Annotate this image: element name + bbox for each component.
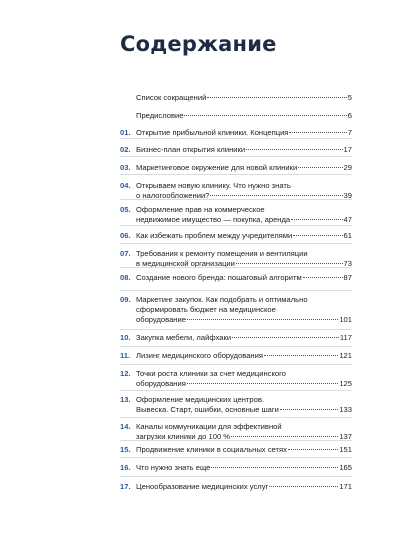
dot-leader xyxy=(303,277,343,278)
chapter-title xyxy=(136,145,352,155)
dot-leader xyxy=(246,149,342,150)
chapter-number: 05. xyxy=(120,205,131,214)
chapter-title-line: Лизинг медицинского оборудования xyxy=(136,351,263,360)
chapter-title-line: Создание нового бренда: пошаговый алгоритм xyxy=(136,273,302,282)
chapter-title-line: сформировать бюджет на медицинское xyxy=(136,305,276,314)
separator-line xyxy=(120,329,352,330)
separator-line xyxy=(120,364,352,365)
toc-entry[interactable] xyxy=(120,445,352,455)
toc-entry[interactable] xyxy=(120,295,352,325)
separator-line xyxy=(120,440,352,441)
chapter-title xyxy=(136,463,352,473)
chapter-title-line: Вывеска. Старт, ошибки, основные шаги xyxy=(136,405,279,414)
chapter-title-line: Предисловие xyxy=(136,111,184,120)
separator-line xyxy=(120,267,352,268)
chapter-number: 13. xyxy=(120,395,131,404)
chapter-title xyxy=(136,482,352,492)
chapter-title xyxy=(136,295,352,325)
chapter-title-line: Список сокращений xyxy=(136,93,207,102)
toc-entry[interactable] xyxy=(120,351,352,361)
page-number: 171 xyxy=(339,482,352,491)
page-number: 47 xyxy=(343,215,352,224)
chapter-number: 01. xyxy=(120,128,131,137)
page-number: 101 xyxy=(339,315,352,324)
chapter-number: 06. xyxy=(120,231,131,240)
chapter-title xyxy=(136,422,352,442)
dot-leader xyxy=(269,486,338,487)
chapter-title xyxy=(136,395,352,415)
page-number: 29 xyxy=(343,163,352,172)
separator-line xyxy=(120,199,352,200)
toc-entry[interactable] xyxy=(120,111,352,121)
chapter-title-line: Бизнес-план открытия клиники xyxy=(136,145,246,154)
page-number: 7 xyxy=(347,128,352,137)
page-number: 39 xyxy=(343,191,352,200)
separator-line xyxy=(120,156,352,157)
toc-entry[interactable] xyxy=(120,249,352,269)
page-number: 125 xyxy=(339,379,352,388)
dot-leader xyxy=(207,97,346,98)
dot-leader xyxy=(210,195,342,196)
chapter-title-line: оборудования xyxy=(136,379,186,388)
separator-line xyxy=(120,417,352,418)
toc-entry[interactable] xyxy=(120,128,352,138)
chapter-number: 03. xyxy=(120,163,131,172)
chapter-title-line: Ценообразование медицинских услуг xyxy=(136,482,269,491)
chapter-title-line: Оформление медицинских центров. xyxy=(136,395,264,404)
toc-entry[interactable] xyxy=(120,231,352,241)
chapter-number: 17. xyxy=(120,482,131,491)
chapter-number: 16. xyxy=(120,463,131,472)
chapter-number: 09. xyxy=(120,295,131,304)
chapter-title-line: Требования к ремонту помещения и вентиляции xyxy=(136,249,308,258)
page-number: 87 xyxy=(343,273,352,282)
dot-leader xyxy=(289,132,346,133)
dot-leader xyxy=(187,319,338,320)
dot-leader xyxy=(280,409,338,410)
chapter-title-line: Маркетинг закупок. Как подобрать и оптимально xyxy=(136,295,308,304)
page-title: Содержание xyxy=(120,32,277,56)
separator-line xyxy=(120,225,352,226)
page-number: 133 xyxy=(339,405,352,414)
separator-line xyxy=(120,457,352,458)
chapter-number: 08. xyxy=(120,273,131,282)
chapter-title-line: Открываем новую клинику. Что нужно знать xyxy=(136,181,291,190)
dot-leader xyxy=(264,355,338,356)
separator-line xyxy=(120,243,352,244)
page-number: 5 xyxy=(347,93,352,102)
page-number: 17 xyxy=(343,145,352,154)
dot-leader xyxy=(231,436,338,437)
chapter-title-line: Открытие прибыльной клиники. Концепция xyxy=(136,128,289,137)
chapter-title-line: Каналы коммуникации для эффективной xyxy=(136,422,282,431)
page-number: 61 xyxy=(343,231,352,240)
chapter-title-line: Маркетинговое окружение для новой клиники xyxy=(136,163,298,172)
dot-leader xyxy=(298,167,342,168)
chapter-number: 14. xyxy=(120,422,131,431)
toc-entry[interactable] xyxy=(120,463,352,473)
dot-leader xyxy=(293,235,342,236)
chapter-title-line: Как избежать проблем между учредителями xyxy=(136,231,293,240)
chapter-title-line: в медицинской организации xyxy=(136,259,235,268)
page-number: 73 xyxy=(343,259,352,268)
dot-leader xyxy=(236,263,343,264)
toc-entry[interactable] xyxy=(120,93,352,103)
toc-entry[interactable] xyxy=(120,145,352,155)
chapter-title xyxy=(136,445,352,455)
chapter-title-line: Продвижение клиники в социальных сетях xyxy=(136,445,287,454)
toc-entry[interactable] xyxy=(120,422,352,442)
chapter-title-line: загрузки клиники до 100 % xyxy=(136,432,231,441)
chapter-title xyxy=(136,369,352,389)
chapter-title xyxy=(136,231,352,241)
toc-entry[interactable] xyxy=(120,395,352,415)
chapter-title-line: Точки роста клиники за счет медицинского xyxy=(136,369,286,378)
toc-entry[interactable] xyxy=(120,482,352,492)
dot-leader xyxy=(288,449,338,450)
dot-leader xyxy=(211,467,338,468)
toc-entry[interactable] xyxy=(120,205,352,225)
separator-line xyxy=(120,290,352,291)
separator-line xyxy=(120,346,352,347)
separator-line xyxy=(120,138,352,139)
chapter-number: 02. xyxy=(120,145,131,154)
chapter-number: 04. xyxy=(120,181,131,190)
chapter-number: 15. xyxy=(120,445,131,454)
chapter-title xyxy=(136,333,352,343)
page-number: 117 xyxy=(339,333,352,342)
chapter-number: 12. xyxy=(120,369,131,378)
chapter-title-line: о налогообложении? xyxy=(136,191,210,200)
chapter-title-line: Оформление прав на коммерческое xyxy=(136,205,265,214)
page-number: 137 xyxy=(339,432,352,441)
page-number: 151 xyxy=(339,445,352,454)
separator-line xyxy=(120,390,352,391)
chapter-title-line: Закупка мебели, лайфхаки xyxy=(136,333,232,342)
separator-line xyxy=(120,476,352,477)
page-number: 165 xyxy=(339,463,352,472)
page-number: 6 xyxy=(347,111,352,120)
chapter-title xyxy=(136,205,352,225)
dot-leader xyxy=(232,337,339,338)
chapter-title xyxy=(136,249,352,269)
chapter-title xyxy=(136,273,352,283)
toc-entry[interactable] xyxy=(120,333,352,343)
dot-leader xyxy=(291,219,342,220)
chapter-title xyxy=(136,93,352,103)
toc-entry[interactable] xyxy=(120,369,352,389)
chapter-number: 07. xyxy=(120,249,131,258)
toc-entry[interactable] xyxy=(120,181,352,201)
chapter-title xyxy=(136,111,352,121)
toc-entry[interactable] xyxy=(120,163,352,173)
dot-leader xyxy=(184,115,346,116)
chapter-number: 10. xyxy=(120,333,131,342)
chapter-title xyxy=(136,128,352,138)
toc-entry[interactable] xyxy=(120,273,352,283)
chapter-title xyxy=(136,351,352,361)
chapter-title-line: недвижимое имущество — покупка, аренда xyxy=(136,215,291,224)
chapter-title-line: Что нужно знать еще xyxy=(136,463,211,472)
chapter-title-line: оборудование xyxy=(136,315,186,324)
chapter-title xyxy=(136,181,352,201)
separator-line xyxy=(120,174,352,175)
chapter-title xyxy=(136,163,352,173)
chapter-number: 11. xyxy=(120,351,131,360)
dot-leader xyxy=(187,383,338,384)
page-number: 121 xyxy=(339,351,352,360)
